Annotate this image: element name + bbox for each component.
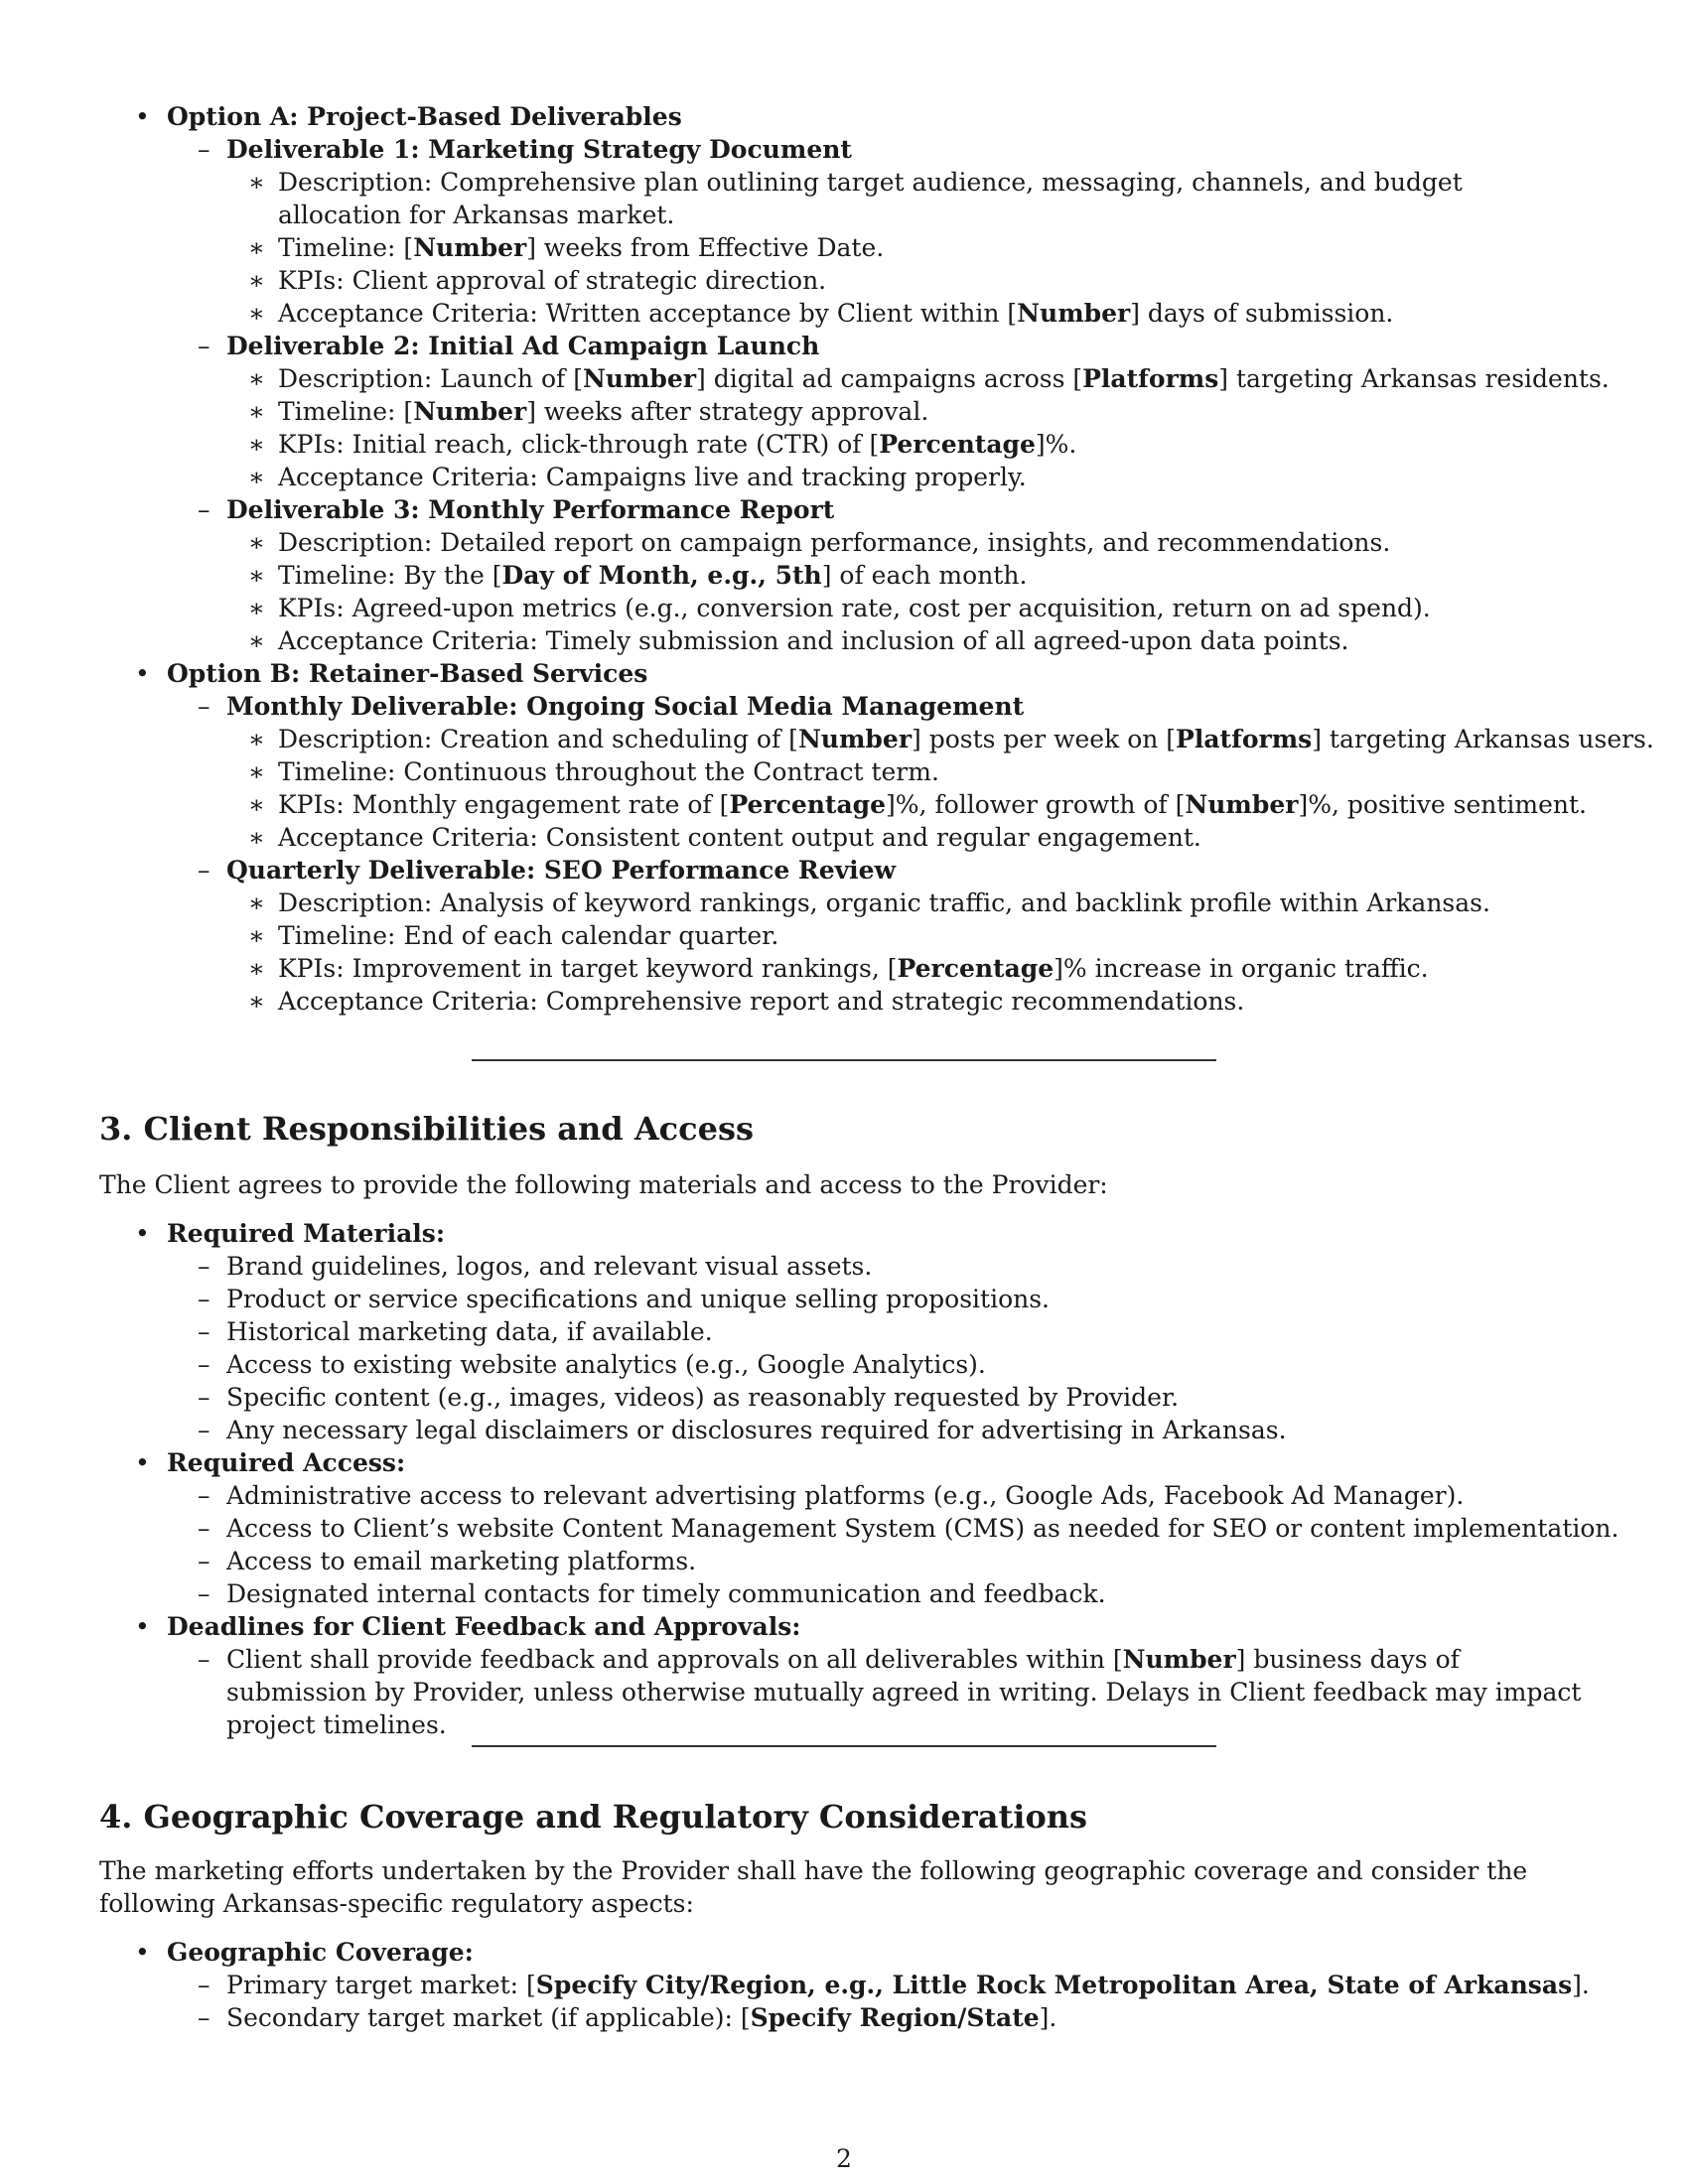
dash-bullet-icon: –	[198, 1514, 211, 1543]
dash-bullet-icon: –	[198, 1645, 211, 1674]
deliverable-detail	[278, 264, 826, 297]
text-segment: Acceptance Criteria: Consistent content output and regular engagement.	[278, 823, 1201, 852]
placeholder-field: Specify Region/State	[750, 2003, 1040, 2032]
text-segment: ] business days of submission by Provider, unless otherwise mutually agreed in writing. Delays in Client feedback may impact project timelines.	[226, 1645, 1582, 1739]
deliverable-detail	[278, 919, 778, 952]
text-segment: Brand guidelines, logos, and relevant visual assets.	[226, 1252, 873, 1281]
deliverable-title: Monthly Deliverable: Ongoing Social Media Management	[226, 692, 1025, 721]
star-bullet-icon: ∗	[248, 954, 265, 983]
placeholder-field: Number	[413, 233, 527, 262]
text-segment: ] of each month.	[821, 561, 1028, 590]
dash-bullet-icon: –	[198, 692, 211, 721]
placeholder-field: Number	[1017, 299, 1131, 328]
deliverable-detail	[278, 624, 1348, 657]
deliverable-detail	[278, 166, 1589, 231]
text-segment: Timeline: Continuous throughout the Contract term.	[278, 757, 939, 786]
deliverable-detail	[278, 755, 939, 788]
option-heading: Option A: Project-Based Deliverables	[167, 102, 682, 131]
text-segment: Description: Comprehensive plan outlining target audience, messaging, channels, and budget allocation for Arkansas market.	[278, 168, 1463, 229]
text-segment: Timeline: End of each calendar quarter.	[278, 921, 779, 950]
list-item	[226, 1348, 986, 1381]
text-segment: ] targeting Arkansas users.	[1312, 725, 1654, 753]
text-segment: KPIs: Client approval of strategic direction.	[278, 266, 827, 295]
text-segment: Secondary target market (if applicable): [	[226, 2003, 751, 2032]
section-intro: The marketing efforts undertaken by the Provider shall have the following geographic coverage and consider the following Arkansas-specific regulatory aspects:	[99, 1856, 1528, 1918]
deliverable-detail	[278, 362, 1610, 395]
text-segment: KPIs: Initial reach, click-through rate (CTR) of [	[278, 430, 880, 459]
star-bullet-icon: ∗	[248, 299, 265, 328]
text-segment: ]%.	[1035, 430, 1077, 459]
star-bullet-icon: ∗	[248, 594, 265, 622]
deliverable-detail	[278, 395, 928, 428]
list-item	[226, 1512, 1618, 1545]
text-segment: Access to email marketing platforms.	[226, 1547, 697, 1575]
bullet-dot-icon: •	[135, 1448, 150, 1477]
group-heading: Required Materials:	[167, 1219, 446, 1248]
text-segment: ] posts per week on [	[912, 725, 1177, 753]
group-heading: Required Access:	[167, 1448, 406, 1477]
star-bullet-icon: ∗	[248, 757, 265, 786]
list-item	[226, 1545, 696, 1577]
placeholder-field: Platforms	[1082, 364, 1219, 393]
text-segment: ].	[1572, 1971, 1590, 1999]
text-segment: Description: Detailed report on campaign performance, insights, and recommendations.	[278, 528, 1391, 557]
text-segment: ] weeks from Effective Date.	[526, 233, 885, 262]
deliverable-detail	[278, 297, 1393, 330]
star-bullet-icon: ∗	[248, 921, 265, 950]
dash-bullet-icon: –	[198, 1579, 211, 1608]
deliverable-detail	[278, 723, 1654, 755]
text-segment: Administrative access to relevant advertising platforms (e.g., Google Ads, Facebook Ad Manager).	[226, 1481, 1465, 1510]
section-divider	[472, 1059, 1216, 1061]
text-segment: KPIs: Improvement in target keyword rankings, [	[278, 954, 898, 983]
dash-bullet-icon: –	[198, 1416, 211, 1444]
star-bullet-icon: ∗	[248, 790, 265, 819]
deliverable-detail	[278, 887, 1490, 919]
list-item	[226, 1479, 1464, 1512]
bullet-dot-icon: •	[135, 1612, 150, 1641]
bullet-dot-icon: •	[135, 1219, 150, 1248]
deliverable-detail	[278, 461, 1027, 493]
deliverable-detail	[278, 788, 1587, 821]
star-bullet-icon: ∗	[248, 725, 265, 753]
group-heading: Geographic Coverage:	[167, 1938, 474, 1967]
dash-bullet-icon: –	[198, 1547, 211, 1575]
dash-bullet-icon: –	[198, 1383, 211, 1412]
deliverable-detail	[278, 952, 1429, 985]
deliverable-title: Deliverable 3: Monthly Performance Report	[226, 495, 835, 524]
star-bullet-icon: ∗	[248, 463, 265, 491]
placeholder-field: Percentage	[729, 790, 887, 819]
star-bullet-icon: ∗	[248, 561, 265, 590]
text-segment: Description: Creation and scheduling of [	[278, 725, 798, 753]
star-bullet-icon: ∗	[248, 987, 265, 1016]
dash-bullet-icon: –	[198, 1252, 211, 1281]
dash-bullet-icon: –	[198, 1317, 211, 1346]
list-item	[226, 1643, 1589, 1741]
text-segment: ]% increase in organic traffic.	[1054, 954, 1429, 983]
placeholder-field: Percentage	[897, 954, 1055, 983]
text-segment: Acceptance Criteria: Written acceptance by Client within [	[278, 299, 1018, 328]
text-segment: ] days of submission.	[1130, 299, 1394, 328]
option-heading: Option B: Retainer-Based Services	[167, 659, 648, 688]
list-item	[226, 1577, 1106, 1610]
star-bullet-icon: ∗	[248, 823, 265, 852]
dash-bullet-icon: –	[198, 495, 211, 524]
deliverable-title: Deliverable 1: Marketing Strategy Document	[226, 135, 852, 164]
dash-bullet-icon: –	[198, 332, 211, 360]
list-item	[226, 2001, 1056, 2034]
star-bullet-icon: ∗	[248, 626, 265, 655]
text-segment: KPIs: Agreed-upon metrics (e.g., conversion rate, cost per acquisition, return on ad spend).	[278, 594, 1431, 622]
text-segment: Description: Launch of [	[278, 364, 583, 393]
text-segment: Acceptance Criteria: Campaigns live and tracking properly.	[278, 463, 1027, 491]
list-item	[226, 1283, 1050, 1315]
text-segment: Timeline: By the [	[278, 561, 502, 590]
text-segment: Acceptance Criteria: Timely submission and inclusion of all agreed-upon data points.	[278, 626, 1349, 655]
text-segment: Any necessary legal disclaimers or disclosures required for advertising in Arkansas.	[226, 1416, 1287, 1444]
deliverable-title: Quarterly Deliverable: SEO Performance Review	[226, 856, 897, 885]
list-item	[226, 1250, 872, 1283]
text-segment: Timeline: [	[278, 397, 414, 426]
text-segment: Access to Client’s website Content Management System (CMS) as needed for SEO or content implementation.	[226, 1514, 1619, 1543]
deliverable-title: Deliverable 2: Initial Ad Campaign Launch	[226, 332, 820, 360]
dash-bullet-icon: –	[198, 856, 211, 885]
star-bullet-icon: ∗	[248, 528, 265, 557]
text-segment: Product or service specifications and unique selling propositions.	[226, 1285, 1051, 1313]
star-bullet-icon: ∗	[248, 888, 265, 917]
text-segment: ]%, follower growth of [	[886, 790, 1186, 819]
dash-bullet-icon: –	[198, 1350, 211, 1379]
text-segment: ] digital ad campaigns across [	[696, 364, 1083, 393]
star-bullet-icon: ∗	[248, 168, 265, 197]
text-segment: KPIs: Monthly engagement rate of [	[278, 790, 730, 819]
bullet-dot-icon: •	[135, 659, 150, 688]
text-segment: Acceptance Criteria: Comprehensive report and strategic recommendations.	[278, 987, 1245, 1016]
text-segment: Client shall provide feedback and approvals on all deliverables within [	[226, 1645, 1123, 1674]
text-segment: Primary target market: [	[226, 1971, 536, 1999]
text-segment: Historical marketing data, if available.	[226, 1317, 713, 1346]
text-segment: Description: Analysis of keyword rankings, organic traffic, and backlink profile within Arkansas.	[278, 888, 1490, 917]
section-intro: The Client agrees to provide the following materials and access to the Provider:	[99, 1170, 1108, 1199]
list-item	[226, 1414, 1287, 1446]
star-bullet-icon: ∗	[248, 397, 265, 426]
deliverable-detail	[278, 985, 1244, 1018]
deliverable-detail	[278, 428, 1076, 461]
section-divider	[472, 1745, 1216, 1747]
star-bullet-icon: ∗	[248, 364, 265, 393]
text-segment: Access to existing website analytics (e.g., Google Analytics).	[226, 1350, 986, 1379]
page-number: 2	[836, 2144, 852, 2173]
text-segment: ]%, positive sentiment.	[1298, 790, 1587, 819]
list-item	[226, 1969, 1590, 2001]
placeholder-field: Number	[1185, 790, 1299, 819]
deliverable-detail	[278, 821, 1201, 854]
deliverable-detail	[278, 231, 884, 264]
placeholder-field: Platforms	[1176, 725, 1313, 753]
section-heading: 3. Client Responsibilities and Access	[99, 1110, 754, 1148]
placeholder-field: Number	[1122, 1645, 1236, 1674]
deliverable-detail	[278, 526, 1390, 559]
text-segment: Timeline: [	[278, 233, 414, 262]
dash-bullet-icon: –	[198, 2003, 211, 2032]
text-segment: Designated internal contacts for timely communication and feedback.	[226, 1579, 1106, 1608]
star-bullet-icon: ∗	[248, 233, 265, 262]
placeholder-field: Day of Month, e.g., 5th	[501, 561, 822, 590]
deliverable-detail	[278, 592, 1431, 624]
text-segment: ] targeting Arkansas residents.	[1218, 364, 1610, 393]
list-item	[226, 1381, 1179, 1414]
placeholder-field: Number	[797, 725, 912, 753]
deliverable-detail	[278, 559, 1027, 592]
group-heading: Deadlines for Client Feedback and Approvals:	[167, 1612, 801, 1641]
dash-bullet-icon: –	[198, 1971, 211, 1999]
text-segment: ].	[1039, 2003, 1057, 2032]
text-segment: Specific content (e.g., images, videos) as reasonably requested by Provider.	[226, 1383, 1180, 1412]
section-heading: 4. Geographic Coverage and Regulatory Considerations	[99, 1798, 1088, 1836]
text-segment: ] weeks after strategy approval.	[526, 397, 929, 426]
dash-bullet-icon: –	[198, 1481, 211, 1510]
dash-bullet-icon: –	[198, 1285, 211, 1313]
bullet-dot-icon: •	[135, 1938, 150, 1967]
list-item	[226, 1315, 713, 1348]
placeholder-field: Percentage	[879, 430, 1036, 459]
bullet-dot-icon: •	[135, 102, 150, 131]
star-bullet-icon: ∗	[248, 266, 265, 295]
star-bullet-icon: ∗	[248, 430, 265, 459]
dash-bullet-icon: –	[198, 135, 211, 164]
placeholder-field: Specify City/Region, e.g., Little Rock Metropolitan Area, State of Arkansas	[535, 1971, 1573, 1999]
placeholder-field: Number	[582, 364, 696, 393]
placeholder-field: Number	[413, 397, 527, 426]
